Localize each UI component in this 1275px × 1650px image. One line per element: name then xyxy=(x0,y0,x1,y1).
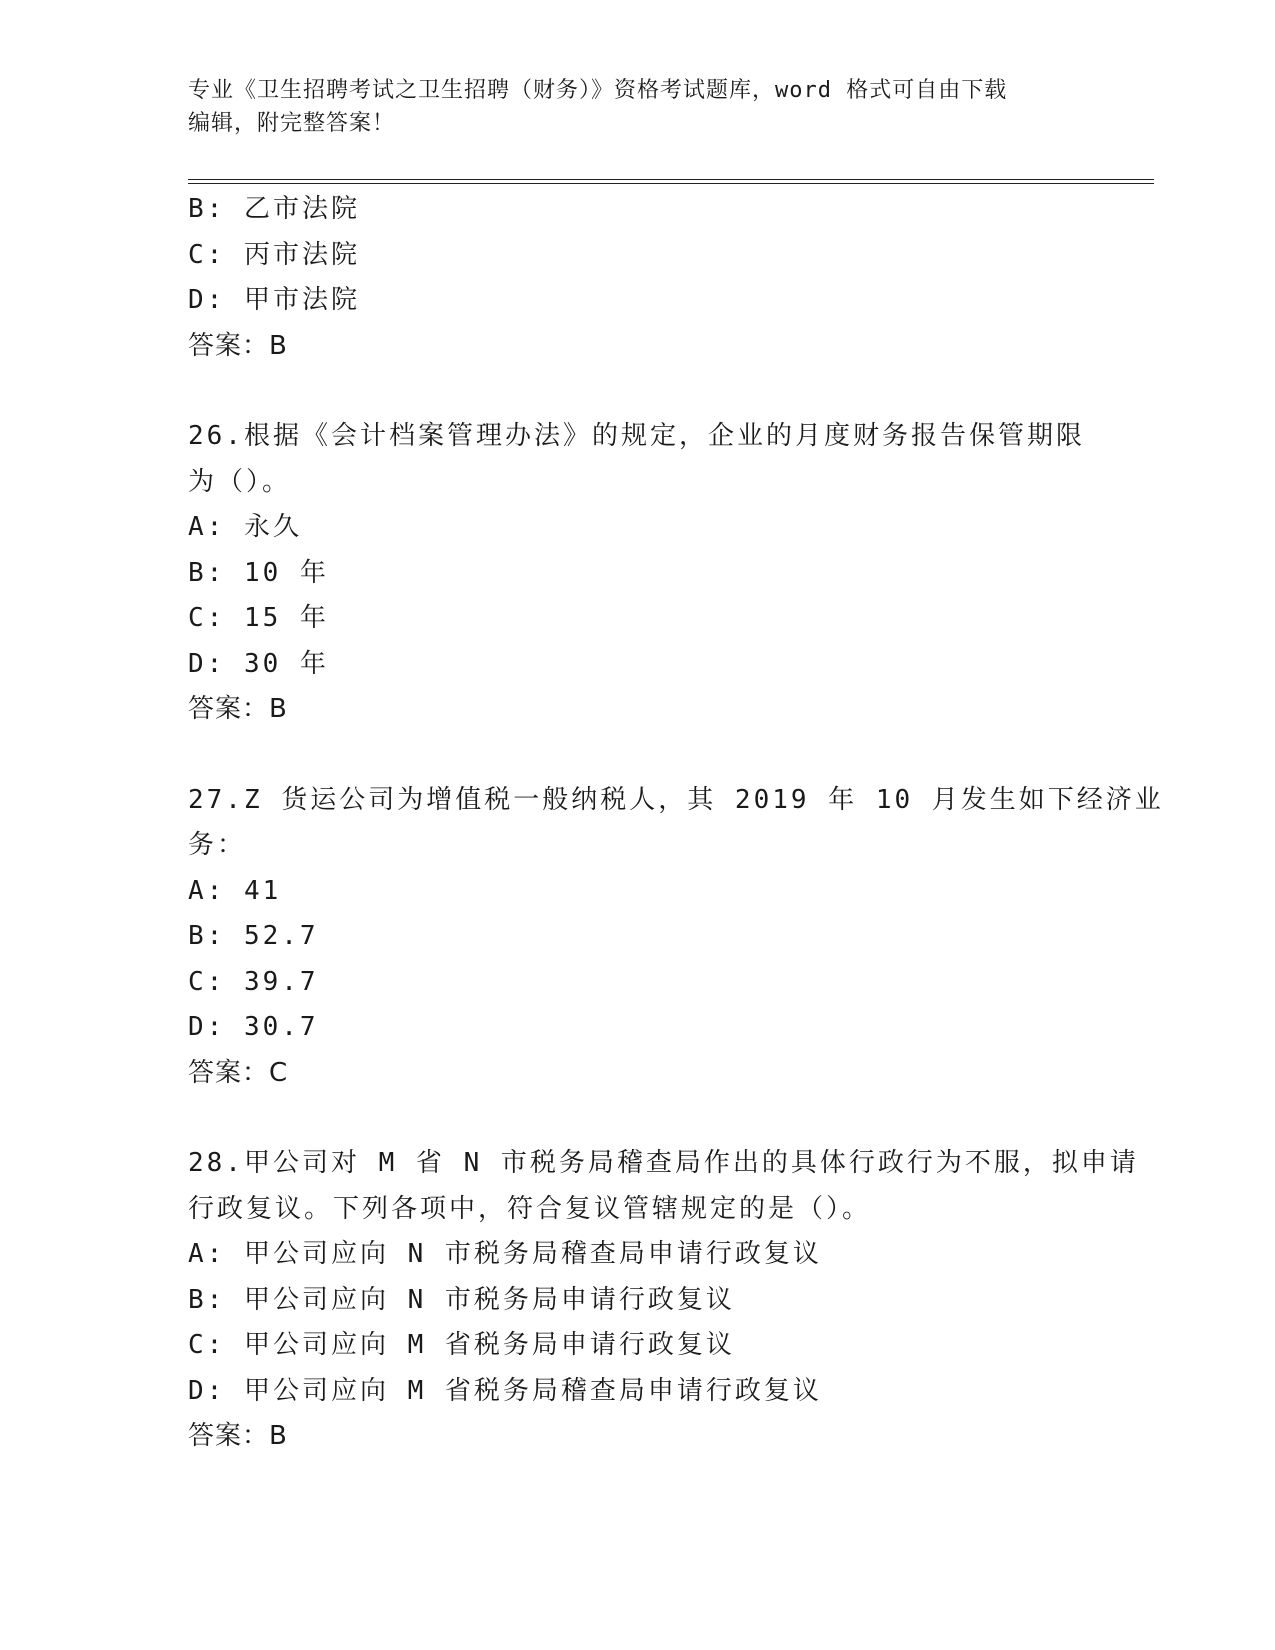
header-line-1: 专业《卫生招聘考试之卫生招聘（财务）》资格考试题库，word 格式可自由下载 xyxy=(188,78,1008,103)
q25-answer: 答案：B xyxy=(188,330,288,361)
header-line-2: 编辑，附完整答案！ xyxy=(188,111,396,136)
q25-option-b: B: 乙市法院 xyxy=(188,194,360,224)
question-28 xyxy=(188,1141,1139,1460)
q27-option-c: C: 39.7 xyxy=(188,966,319,997)
question-27 xyxy=(188,778,1164,1097)
question-spacer xyxy=(188,1096,1088,1141)
q27-option-a: A: 41 xyxy=(188,875,282,906)
q27-stem-line-2: 务： xyxy=(188,830,247,860)
question-25-continued xyxy=(188,187,1088,369)
q26-answer: 答案：B xyxy=(188,694,288,724)
q28-option-c: C: 甲公司应向 M 省税务局申请行政复议 xyxy=(188,1330,735,1360)
q25-option-d: D: 甲市法院 xyxy=(188,285,360,315)
document-header xyxy=(188,74,1088,140)
q28-option-d: D: 甲公司应向 M 省税务局稽查局申请行政复议 xyxy=(188,1375,822,1406)
q27-answer: 答案：C xyxy=(188,1057,289,1088)
q25-option-c: C: 丙市法院 xyxy=(188,239,360,270)
q26-stem-line-2: 为（）。 xyxy=(188,466,292,497)
q28-option-a: A: 甲公司应向 N 市税务局稽查局申请行政复议 xyxy=(188,1239,822,1269)
q26-stem-line-1: 26.根据《会计档案管理办法》的规定，企业的月度财务报告保管期限 xyxy=(188,421,1085,451)
q28-stem-line-2: 行政复议。下列各项中，符合复议管辖规定的是（）。 xyxy=(188,1193,872,1224)
header-divider-top xyxy=(188,179,1154,180)
q27-option-d: D: 30.7 xyxy=(188,1012,319,1042)
header-divider-bottom xyxy=(188,183,1154,184)
q28-option-b: B: 甲公司应向 N 市税务局申请行政复议 xyxy=(188,1284,735,1315)
question-spacer xyxy=(188,733,1088,778)
q26-option-b: B: 10 年 xyxy=(188,557,329,588)
q27-option-b: B: 52.7 xyxy=(188,921,319,951)
question-26 xyxy=(188,414,1088,733)
q28-stem-line-1: 28.甲公司对 M 省 N 市税务局稽查局作出的具体行政行为不服，拟申请 xyxy=(188,1148,1139,1178)
q26-option-d: D: 30 年 xyxy=(188,648,329,679)
q26-option-a: A: 永久 xyxy=(188,512,302,542)
question-spacer xyxy=(188,369,1088,414)
q27-stem-line-1: 27.Z 货运公司为增值税一般纳税人，其 2019 年 10 月发生如下经济业 xyxy=(188,784,1164,815)
q26-option-c: C: 15 年 xyxy=(188,603,329,633)
question-list xyxy=(188,187,1164,1460)
q28-answer: 答案：B xyxy=(188,1421,288,1451)
